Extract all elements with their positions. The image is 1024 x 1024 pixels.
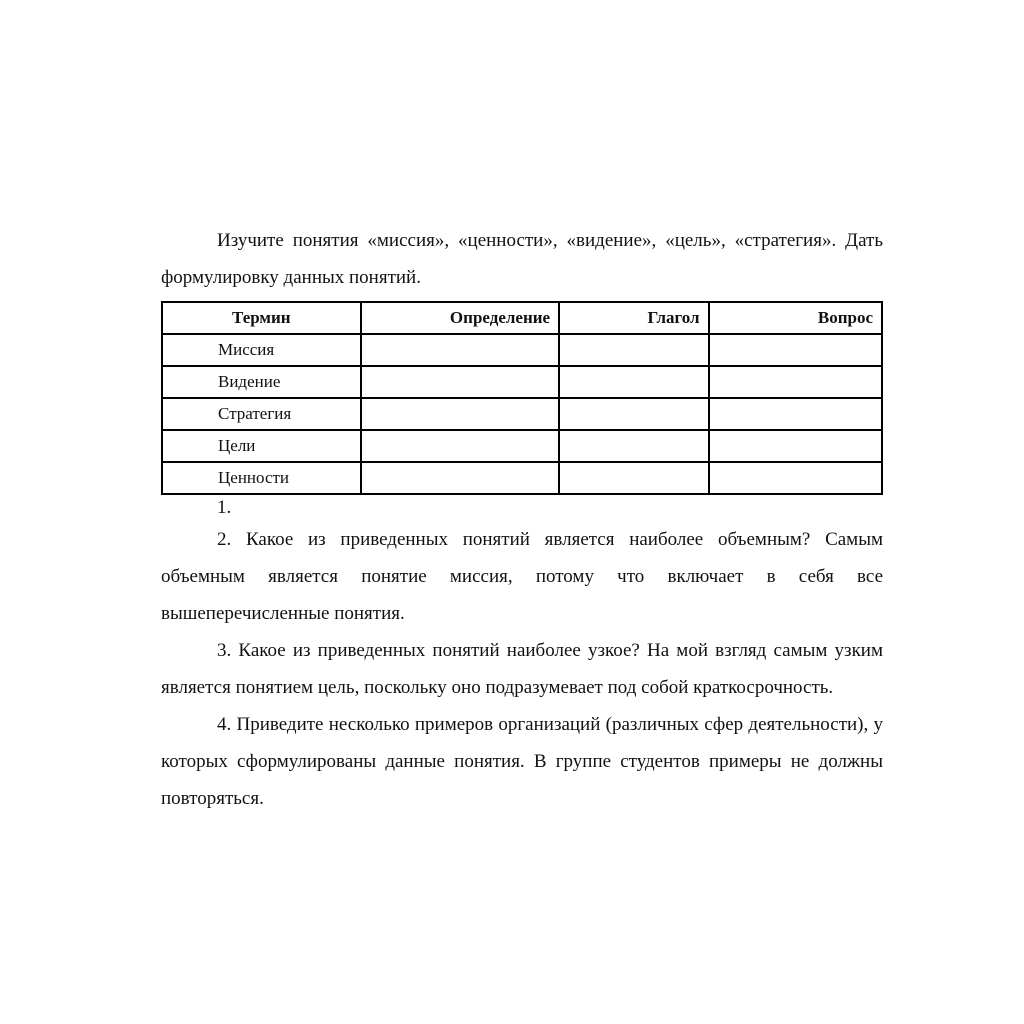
definition-cell [361, 462, 559, 494]
header-definition: Определение [361, 302, 559, 334]
terms-table [161, 301, 883, 495]
definition-cell [361, 366, 559, 398]
table-row [162, 430, 882, 462]
item-3: 3. Какое из приведенных понятий наиболее узкое? На мой взгляд самым узким является понятием цель, поскольку оно подразумевает под собой краткосрочность. [161, 640, 883, 698]
table-row [162, 398, 882, 430]
definition-cell [361, 398, 559, 430]
question-cell [709, 334, 882, 366]
term-cell: Стратегия [162, 398, 361, 430]
question-cell [709, 398, 882, 430]
definition-cell [361, 334, 559, 366]
verb-cell [559, 334, 709, 366]
table-row [162, 462, 882, 494]
item-1: 1. [217, 497, 232, 518]
verb-cell [559, 398, 709, 430]
item-4: 4. Приведите несколько примеров организаций (различных сфер деятельности), у которых сформулированы данные понятия. В группе студентов примеры не должны повторяться. [161, 714, 883, 809]
item-2: 2. Какое из приведенных понятий является наиболее объемным? Самым объемным является понятие миссия, потому что включает в себя все вышеперечисленные понятия. [161, 529, 883, 624]
table-row [162, 366, 882, 398]
intro-paragraph: Изучите понятия «миссия», «ценности», «видение», «цель», «стратегия». Дать формулировку данных понятий. [161, 230, 883, 288]
table-header-row [162, 302, 882, 334]
verb-cell [559, 366, 709, 398]
term-cell: Миссия [162, 334, 361, 366]
question-cell [709, 462, 882, 494]
document-page [161, 222, 883, 817]
verb-cell [559, 462, 709, 494]
question-cell [709, 366, 882, 398]
verb-cell [559, 430, 709, 462]
header-term: Термин [162, 302, 361, 334]
header-verb: Глагол [559, 302, 709, 334]
question-cell [709, 430, 882, 462]
header-question: Вопрос [709, 302, 882, 334]
term-cell: Ценности [162, 462, 361, 494]
table-row [162, 334, 882, 366]
term-cell: Видение [162, 366, 361, 398]
term-cell: Цели [162, 430, 361, 462]
definition-cell [361, 430, 559, 462]
